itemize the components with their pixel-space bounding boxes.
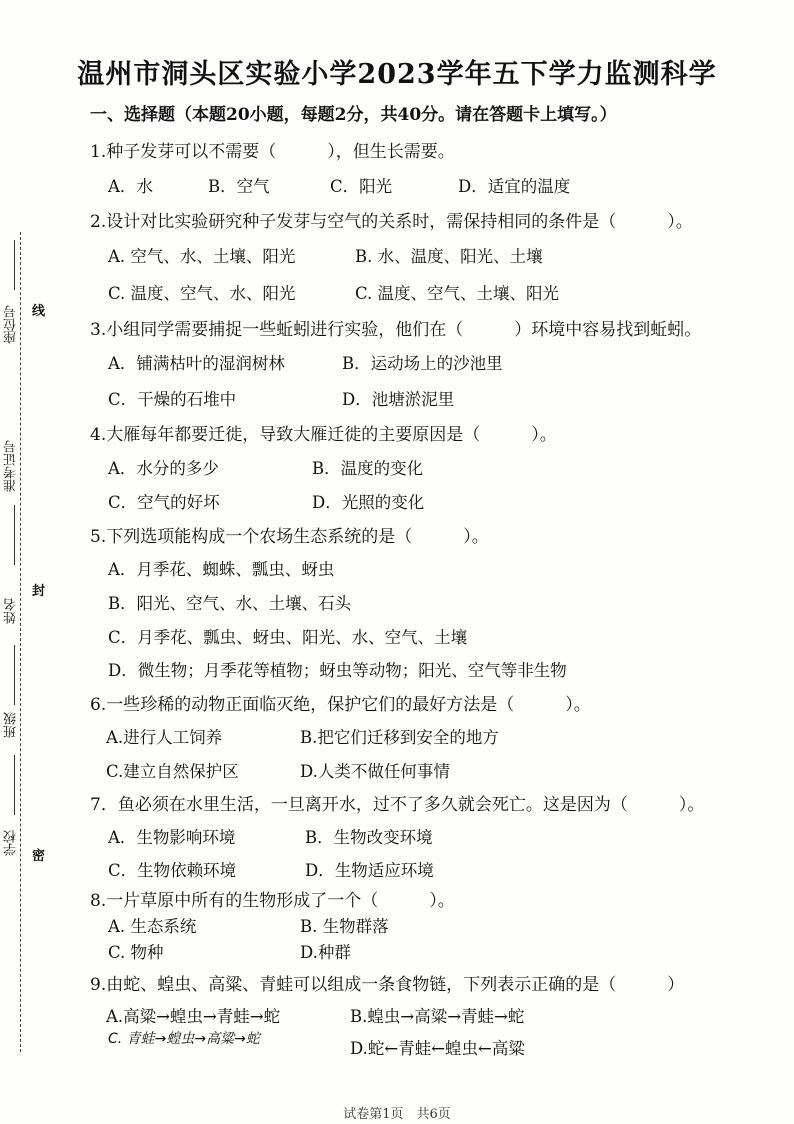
q2-option-d: C. 温度、空气、土壤、阳光 (355, 284, 560, 303)
q1-option-a: A．水 (108, 177, 153, 196)
q4-option-d: D．光照的变化 (312, 493, 425, 512)
q6-option-a: A.进行人工饲养 (106, 728, 223, 747)
q5-option-d: D．微生物；月季花等植物；蚜虫等动物；阳光、空气等非生物 (108, 661, 567, 680)
q3-option-a: A．铺满枯叶的湿润树林 (108, 354, 285, 373)
question-8: 8.一片草原中所有的生物形成了一个（ ）。 (90, 891, 455, 911)
q3-option-c: C．干燥的石堆中 (108, 390, 237, 409)
question-4: 4.大雁每年都要迁徙，导致大雁迁徙的主要原因是（ ）。 (90, 425, 557, 445)
q8-option-b: B. 生物群落 (300, 917, 389, 936)
seal-line-char: 线 (32, 304, 46, 319)
q3-option-d: D．池塘淤泥里 (342, 390, 455, 409)
exam-id-blank (14, 505, 15, 565)
q2-option-b: B. 水、温度、阳光、土壤 (355, 247, 543, 266)
seat-number-blank (14, 240, 15, 290)
q5-option-a: A．月季花、蜘蛛、瓢虫、蚜虫 (108, 560, 335, 579)
exam-title: 温州市洞头区实验小学2023学年五下学力监测科学 (77, 59, 717, 90)
q6-option-d: D.人类不做任何事情 (300, 762, 450, 781)
q7-option-b: B．生物改变环境 (305, 828, 433, 847)
exam-id-label: 准考证号 (4, 440, 19, 492)
q9-option-a: A.高粱→蝗虫→青蛙→蛇 (106, 1007, 281, 1026)
seal-seal-char: 封 (32, 584, 46, 599)
name-blank (14, 645, 15, 705)
q9-option-b: B.蝗虫→高粱→青蛙→蛇 (350, 1007, 525, 1026)
q6-option-c: C.建立自然保护区 (106, 762, 239, 781)
q6-option-b: B.把它们迁移到安全的地方 (300, 728, 499, 747)
q1-option-b: B．空气 (208, 177, 270, 196)
seat-number-label: 座位号 (4, 305, 19, 344)
question-2: 2.设计对比实验研究种子发芽与空气的关系时，需保持相同的条件是（ ）。 (90, 212, 693, 232)
q9-option-c: C. 青蛙→蝗虫→高粱→蛇 (108, 1031, 260, 1047)
q4-option-c: C．空气的好坏 (108, 493, 220, 512)
q5-option-c: C．月季花、瓢虫、蚜虫、阳光、水、空气、土壤 (108, 628, 468, 647)
name-label: 姓名 (4, 598, 19, 624)
q1-option-d: D．适宜的温度 (458, 177, 571, 196)
q4-option-a: A．水分的多少 (108, 459, 219, 478)
q9-option-d: D.蛇←青蛙←蝗虫←高粱 (350, 1039, 525, 1058)
q2-option-c: C. 温度、空气、水、阳光 (108, 284, 296, 303)
q8-option-d: D.种群 (300, 943, 351, 962)
question-6: 6.一些珍稀的动物正面临灭绝，保护它们的最好方法是（ ）。 (90, 695, 591, 715)
question-7: 7．鱼必须在水里生活，一旦离开水，过不了多久就会死亡。这是因为（ ）。 (90, 795, 705, 815)
q3-option-b: B．运动场上的沙池里 (342, 354, 503, 373)
q7-option-c: C．生物依赖环境 (108, 861, 237, 880)
question-9: 9.由蛇、蝗虫、高粱、青蛙可以组成一条食物链，下列表示正确的是（ ） (90, 975, 685, 995)
class-label: 班级 (4, 712, 19, 738)
q8-option-a: A. 生态系统 (108, 917, 197, 936)
q8-option-c: C. 物种 (108, 943, 164, 962)
q7-option-a: A．生物影响环境 (108, 828, 236, 847)
class-blank (14, 755, 15, 815)
school-label: 学校 (4, 830, 19, 856)
question-5: 5.下列选项能构成一个农场生态系统的是（ ）。 (90, 527, 489, 547)
page-footer: 试卷第1页 共6页 (343, 1107, 451, 1122)
q7-option-d: D．生物适应环境 (305, 861, 434, 880)
q2-option-a: A. 空气、水、土壤、阳光 (108, 247, 296, 266)
section-heading: 一、选择题（本题20小题，每题2分，共40分。请在答题卡上填写。） (90, 105, 617, 125)
question-1: 1.种子发芽可以不需要（ ），但生长需要。 (90, 142, 455, 162)
q4-option-b: B．温度的变化 (312, 459, 424, 478)
question-3: 3.小组同学需要捕捉一些蚯蚓进行实验，他们在（ ）环境中容易找到蚯蚓。 (90, 320, 702, 340)
q5-option-b: B．阳光、空气、水、土壤、石头 (108, 594, 352, 613)
seal-secret-char: 密 (32, 849, 46, 864)
binding-line (20, 232, 21, 1052)
q1-option-c: C．阳光 (330, 177, 393, 196)
